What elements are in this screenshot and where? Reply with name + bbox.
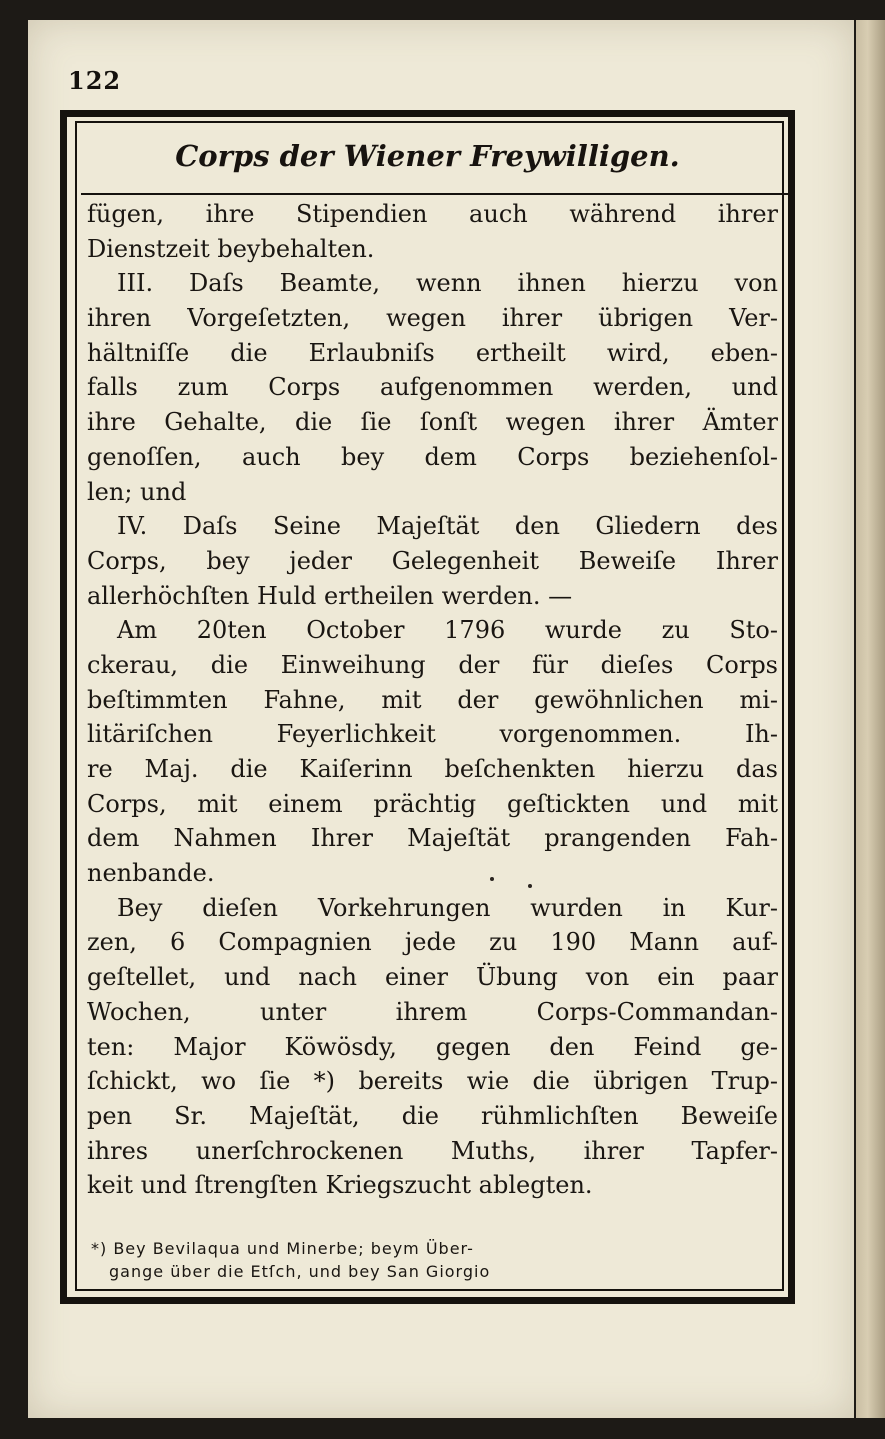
running-header-title: Corps der Wiener Freywilligen. <box>175 139 680 173</box>
body-line: genoſſen, auch bey dem Corps beziehenſol- <box>87 442 778 471</box>
body-line: Corps, mit einem prächtig geſtickten und mit <box>87 789 778 818</box>
body-line: len; und <box>87 477 187 506</box>
body-line: Dienstzeit beybehalten. <box>87 234 375 263</box>
body-line: pen Sr. Majeſtät, die rühmlichſten Beweiſe <box>87 1101 778 1130</box>
body-line: fügen, ihre Stipendien auch während ihrer <box>87 200 778 228</box>
body-line: Corps, bey jeder Gelegenheit Beweiſe Ihrer <box>87 546 778 575</box>
header-rule <box>81 193 788 195</box>
body-line: ihren Vorgeſetzten, wegen ihrer übrigen Ver- <box>87 304 778 333</box>
page-edge <box>856 20 885 1418</box>
body-line: ihre Gehalte, die ſie ſonſt wegen ihrer Ämter <box>87 408 778 437</box>
footnote-line: *) Bey Bevilaqua und Minerbe; beym Über- <box>91 1239 474 1258</box>
body-line: III. Daſs Beamte, wenn ihnen hierzu von <box>117 269 778 298</box>
body-text <box>87 197 778 1203</box>
body-line: zen, 6 Compagnien jede zu 190 Mann auf- <box>87 928 778 957</box>
body-line: litäriſchen Feyerlichkeit vorgenommen. Ih- <box>87 720 778 749</box>
footnote <box>91 1237 774 1283</box>
body-line: geſtellet, und nach einer Übung von ein paar <box>87 963 778 992</box>
body-line: ihres unerſchrockenen Muths, ihrer Tapfer- <box>87 1136 778 1165</box>
body-line: nenbande. <box>87 859 215 888</box>
footnote-line: gange über die Etſch, und bey San Giorgio <box>109 1262 491 1281</box>
ink-speck <box>528 884 532 888</box>
body-line: beſtimmten Fahne, mit der gewöhnlichen mi- <box>87 685 778 714</box>
body-line: keit und ſtrengſten Kriegszucht ablegten. <box>87 1171 593 1200</box>
body-line: hältniſſe die Erlaubniſs ertheilt wird, eben- <box>87 338 778 367</box>
page-number: 122 <box>68 66 122 95</box>
body-line: Am 20ten October 1796 wurde zu Sto- <box>117 616 778 645</box>
body-line: allerhöchſten Huld ertheilen werden. — <box>87 581 573 610</box>
body-line: re Maj. die Kaiſerinn beſchenkten hierzu das <box>87 755 778 783</box>
body-line: IV. Daſs Seine Majeſtät den Gliedern des <box>117 512 778 541</box>
body-line: Bey dieſen Vorkehrungen wurden in Kur- <box>117 893 778 922</box>
text-frame <box>60 110 795 1304</box>
body-line: ckerau, die Einweihung der für dieſes Corps <box>87 650 778 679</box>
body-line: falls zum Corps aufgenommen werden, und <box>87 373 778 402</box>
body-line: ſchickt, wo ſie *) bereits wie die übrigen Trup- <box>87 1067 778 1096</box>
ink-speck <box>490 877 494 881</box>
body-line: Wochen, unter ihrem Corps-Commandan- <box>87 997 778 1026</box>
body-line: dem Nahmen Ihrer Majeſtät prangenden Fah- <box>87 824 778 853</box>
body-line: ten: Major Köwösdy, gegen den Feind ge- <box>87 1032 778 1061</box>
